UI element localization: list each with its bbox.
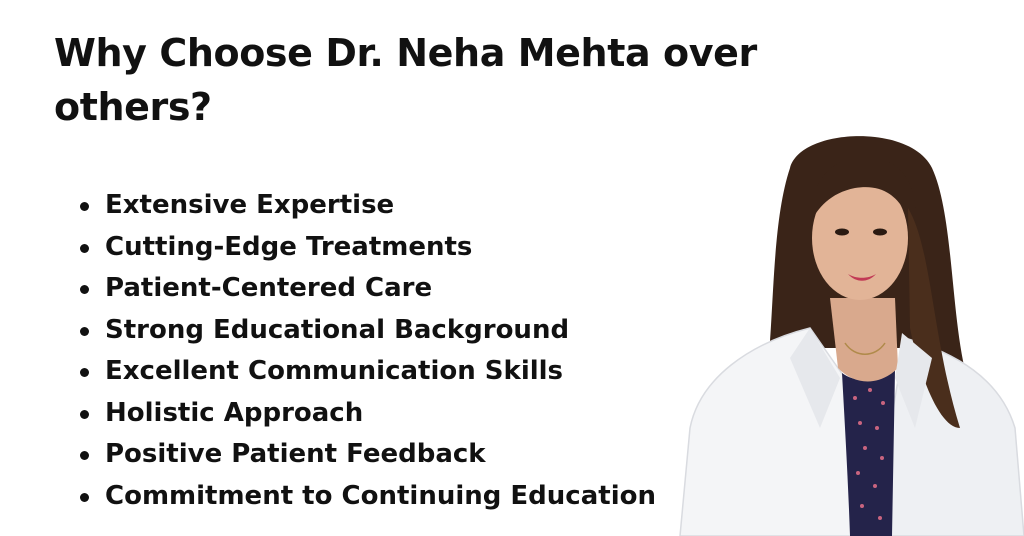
list-item	[0, 268, 680, 310]
bullet-icon	[80, 285, 89, 294]
list-item	[0, 434, 680, 476]
left-eye	[835, 229, 849, 236]
reason-label: Holistic Approach	[105, 397, 364, 428]
reason-label: Excellent Communication Skills	[105, 356, 564, 386]
list-item	[0, 351, 680, 393]
bullet-icon	[80, 451, 89, 460]
reason-label: Patient-Centered Care	[105, 273, 433, 303]
list-item	[0, 185, 680, 227]
bullet-icon	[80, 493, 89, 502]
list-item	[0, 227, 680, 269]
neck	[830, 298, 898, 382]
bullet-icon	[80, 410, 89, 419]
doctor-portrait	[670, 128, 1024, 536]
bullet-icon	[80, 327, 89, 336]
reason-label: Extensive Expertise	[105, 190, 395, 220]
reasons-list	[0, 185, 680, 517]
list-item	[0, 310, 680, 352]
reason-label: Strong Educational Background	[105, 314, 570, 345]
reason-label: Commitment to Continuing Education	[105, 480, 656, 511]
reason-label: Cutting-Edge Treatments	[105, 231, 473, 262]
list-item	[0, 393, 680, 435]
page-title: Why Choose Dr. Neha Mehta over others?	[54, 31, 757, 129]
list-item	[0, 476, 680, 518]
bullet-icon	[80, 202, 89, 211]
bullet-icon	[80, 368, 89, 377]
reason-label: Positive Patient Feedback	[105, 439, 486, 469]
bullet-icon	[80, 244, 89, 253]
dark-top	[842, 370, 895, 536]
right-eye	[873, 229, 887, 236]
